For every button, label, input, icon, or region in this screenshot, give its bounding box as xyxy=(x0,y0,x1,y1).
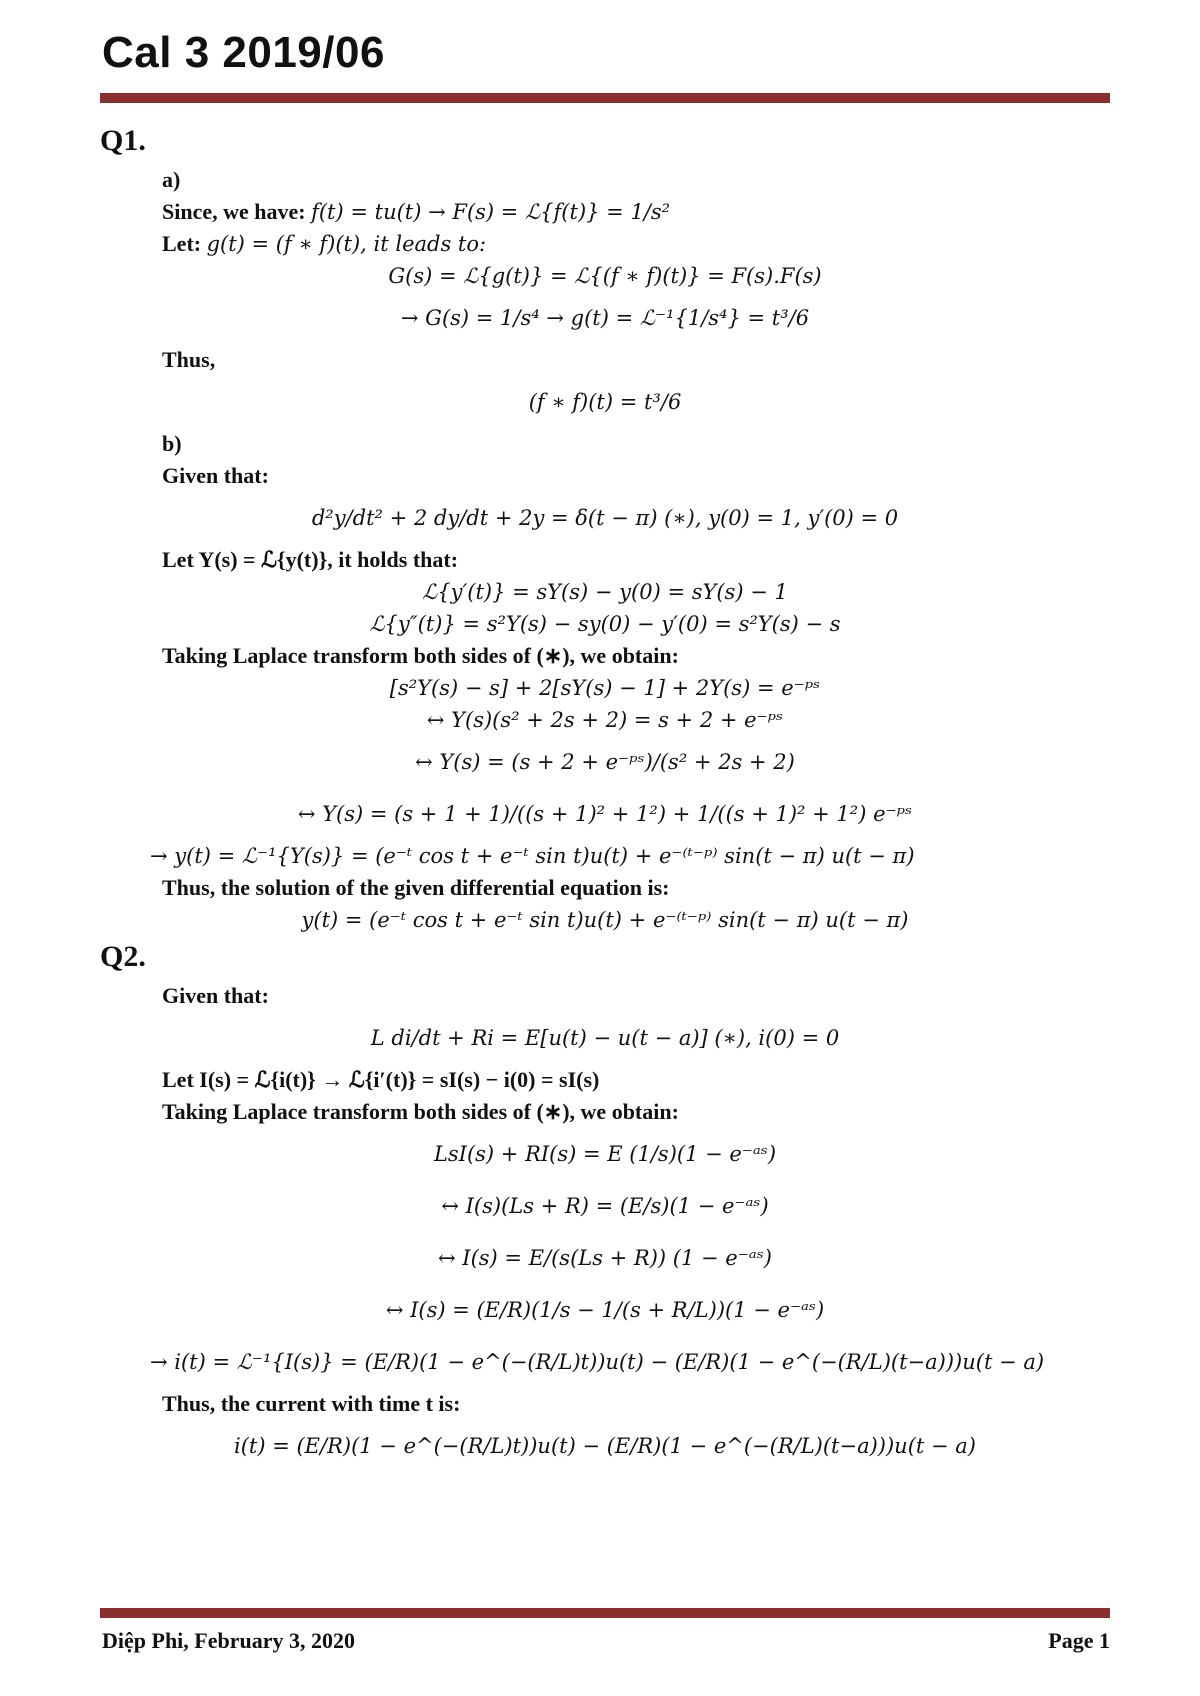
q2-taking: Taking Laplace transform both sides of (∗), we obtain: xyxy=(162,1099,679,1124)
q1b-equation-1: ℒ{y′(t)} = sY(s) − y(0) = sY(s) − 1 xyxy=(422,580,788,604)
q2-equation-5: → i(t) = ℒ⁻¹{I(s)} = (E/R)(1 − e^(−(R/L)t))u(t) − (E/R)(1 − e^(−(R/L)(t−a)))u(t − a) xyxy=(150,1350,1045,1374)
q1b-let: Let Y(s) = ℒ{y(t)}, it holds that: xyxy=(162,547,459,572)
q1b-thus: Thus, the solution of the given differential equation is: xyxy=(162,875,670,900)
q2-final: i(t) = (E/R)(1 − e^(−(R/L)t))u(t) − (E/R)(1 − e^(−(R/L)(t−a)))u(t − a) xyxy=(233,1434,976,1458)
q1b-given: Given that: xyxy=(162,463,269,488)
page-title: Cal 3 2019/06 xyxy=(102,28,385,77)
q2-equation-2: ↔ I(s)(Ls + R) = (E/s)(1 − e⁻ᵃˢ) xyxy=(441,1194,769,1218)
q1a-line-1-math: f(t) = tu(t) → F(s) = ℒ{f(t)} = 1/s² xyxy=(311,200,671,224)
part-a-label: a) xyxy=(162,167,181,192)
q1a-thus: Thus, xyxy=(162,347,216,372)
q2-equation-1: LsI(s) + RI(s) = E (1/s)(1 − e⁻ᵃˢ) xyxy=(433,1142,777,1166)
part-b-label: b) xyxy=(162,431,182,456)
q1b-equation-3: [s²Y(s) − s] + 2[sY(s) − 1] + 2Y(s) = e⁻ᵖˢ xyxy=(389,676,821,700)
q1b-equation-4: ↔ Y(s)(s² + 2s + 2) = s + 2 + e⁻ᵖˢ xyxy=(426,708,784,732)
q1b-equation-7: → y(t) = ℒ⁻¹{Y(s)} = (e⁻ᵗ cos t + e⁻ᵗ sin t)u(t) + e⁻⁽ᵗ⁻ᵖ⁾ sin(t − π) u(t − π) xyxy=(150,844,915,868)
q2-equation-4: ↔ I(s) = (E/R)(1/s − 1/(s + R/L))(1 − e⁻ᵃˢ) xyxy=(385,1298,825,1322)
q1a-line-1-text: Since, we have: xyxy=(162,199,312,224)
q1a-line-1 xyxy=(100,196,1110,228)
q1b-equation-2: ℒ{y″(t)} = s²Y(s) − sy(0) − y′(0) = s²Y(s) − s xyxy=(369,612,841,636)
footer-author-date: Diệp Phi, February 3, 2020 xyxy=(102,1628,355,1653)
q1a-line-2 xyxy=(100,228,1110,260)
q1b-equation-5: ↔ Y(s) = (s + 2 + e⁻ᵖˢ)/(s² + 2s + 2) xyxy=(415,750,795,774)
q2-ode: L di/dt + Ri = E[u(t) − u(t − a)] (∗), i(0) = 0 xyxy=(370,1026,840,1050)
q2-given: Given that: xyxy=(162,983,269,1008)
q1a-line-2-text: Let: xyxy=(162,231,207,256)
q1a-equation-2: → G(s) = 1/s⁴ → g(t) = ℒ⁻¹{1/s⁴} = t³/6 xyxy=(400,306,810,330)
q2-equation-3: ↔ I(s) = E/(s(Ls + R)) (1 − e⁻ᵃˢ) xyxy=(438,1246,772,1270)
question-1-label: Q1. xyxy=(100,124,146,157)
q1a-equation-1: G(s) = ℒ{g(t)} = ℒ{(f ∗ f)(t)} = F(s).F(s) xyxy=(388,264,822,288)
footer-page-number: Page 1 xyxy=(1048,1628,1110,1653)
footer-rule xyxy=(100,1608,1110,1618)
q2-thus: Thus, the current with time t is: xyxy=(162,1391,461,1416)
q1b-equation-6: ↔ Y(s) = (s + 1 + 1)/((s + 1)² + 1²) + 1/((s + 1)² + 1²) e⁻ᵖˢ xyxy=(297,802,913,826)
q1b-final: y(t) = (e⁻ᵗ cos t + e⁻ᵗ sin t)u(t) + e⁻⁽ᵗ⁻ᵖ⁾ sin(t − π) u(t − π) xyxy=(301,908,909,932)
q1a-result: (f ∗ f)(t) = t³/6 xyxy=(528,390,682,414)
document-body xyxy=(100,120,1110,1472)
q1b-ode: d²y/dt² + 2 dy/dt + 2y = δ(t − π) (∗), y(0) = 1, y′(0) = 0 xyxy=(311,506,899,530)
q1a-line-2-math: g(t) = (f ∗ f)(t), it leads to: xyxy=(206,232,487,256)
question-2-label: Q2. xyxy=(100,940,146,973)
header-rule xyxy=(100,93,1110,103)
q1b-taking: Taking Laplace transform both sides of (∗), we obtain: xyxy=(162,643,679,668)
q2-let: Let I(s) = ℒ{i(t)} → ℒ{i′(t)} = sI(s) − i(0) = sI(s) xyxy=(162,1067,600,1092)
